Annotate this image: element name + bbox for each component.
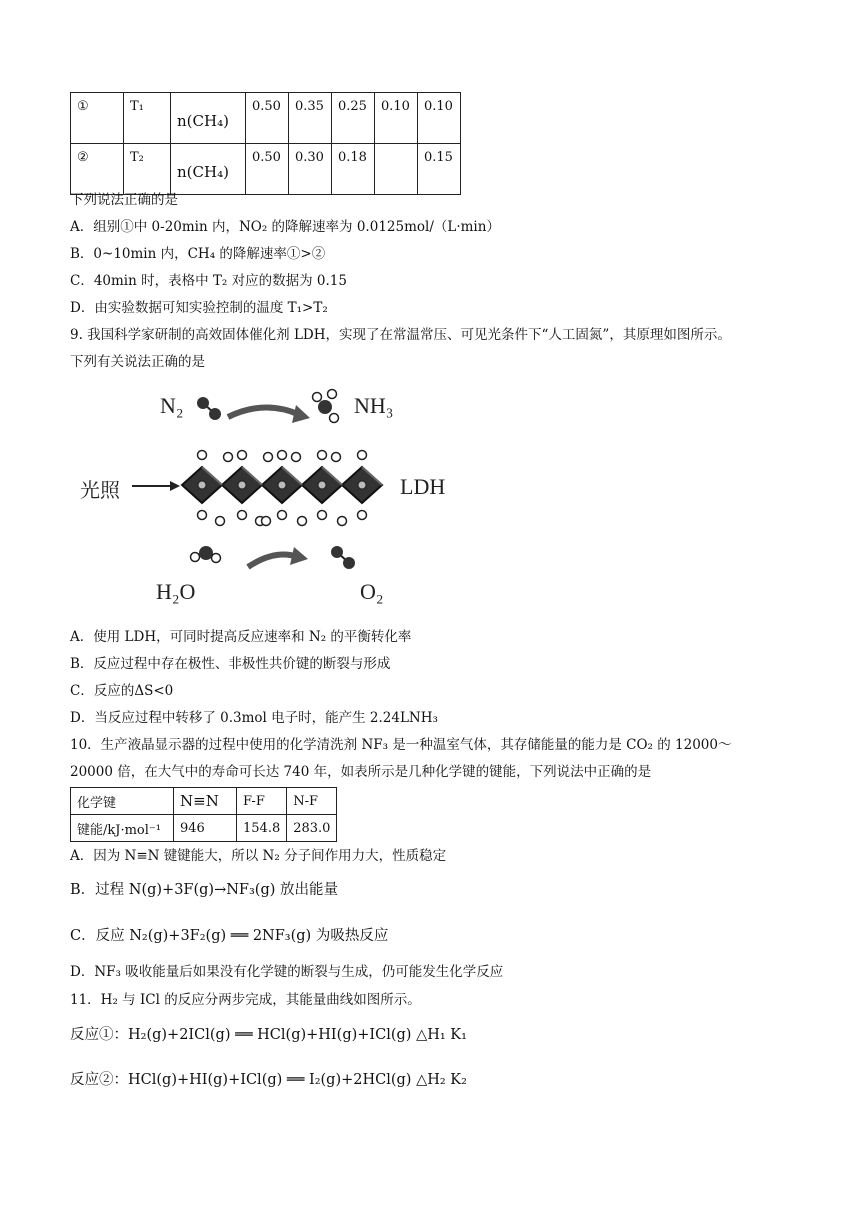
data-cell: 283.0 <box>287 815 337 842</box>
q8-option-a: A．组别①中 0-20min 内，NO₂ 的降解速率为 0.0125mol/（L·min） <box>70 219 500 235</box>
bond-energy-table <box>70 787 337 842</box>
q9-option-d: D．当反应过程中转移了 0.3mol 电子时，能产生 2.24LNH₃ <box>70 710 438 726</box>
curved-arrow-icon <box>248 555 298 567</box>
nh3-molecule-icon <box>313 390 339 423</box>
q11-reaction-2: 反应②：HCl(g)+HI(g)+ICl(g) ══ I₂(g)+2HCl(g) △H₂ K₂ <box>70 1072 467 1088</box>
table-row <box>71 93 461 144</box>
q8-option-b: B．0~10min 内，CH₄ 的降解速率①>② <box>70 246 326 262</box>
q9-option-a: A．使用 LDH，可同时提高反应速率和 N₂ 的平衡转化率 <box>70 629 412 645</box>
q8-option-d: D．由实验数据可知实验控制的温度 T₁>T₂ <box>70 300 328 316</box>
ldh-layer <box>182 451 382 526</box>
curved-arrow-icon <box>228 407 300 417</box>
light-label: 光照 <box>80 478 120 502</box>
header-cell: F-F <box>237 788 287 815</box>
temp-cell: T₁ <box>124 93 171 144</box>
value-cell: 0.35 <box>289 93 332 144</box>
q10-option-b: B．过程 N(g)+3F(g)→NF₃(g) 放出能量 <box>70 882 338 898</box>
ldh-label: LDH <box>400 474 446 499</box>
value-cell: 0.30 <box>289 144 332 195</box>
q8-stem: 下列说法正确的是 <box>70 192 178 208</box>
value-cell: 0.10 <box>418 93 461 144</box>
q9-stem-line2: 下列有关说法正确的是 <box>70 354 205 370</box>
group-cell: ② <box>71 144 124 195</box>
n2-label: N₂ <box>160 393 184 418</box>
nh3-label: NH₃ <box>354 393 394 418</box>
group-cell: ① <box>71 93 124 144</box>
value-cell: 0.10 <box>375 93 418 144</box>
ldh-diagram <box>70 385 490 615</box>
value-cell: 0.25 <box>332 93 375 144</box>
value-cell <box>375 144 418 195</box>
table-row <box>71 144 461 195</box>
data-cell: 154.8 <box>237 815 287 842</box>
o2-molecule-icon <box>331 546 355 569</box>
quantity-cell: n(CH₄) <box>171 93 246 144</box>
table-row <box>71 815 337 842</box>
data-cell: 键能/kJ·mol⁻¹ <box>71 815 174 842</box>
value-cell: 0.15 <box>418 144 461 195</box>
data-table-ch4 <box>70 92 461 195</box>
q11-reaction-1: 反应①：H₂(g)+2ICl(g) ══ HCl(g)+HI(g)+ICl(g) △H₁ K₁ <box>70 1027 467 1043</box>
value-cell: 0.50 <box>246 93 289 144</box>
q10-option-a: A．因为 N≡N 键键能大，所以 N₂ 分子间作用力大，性质稳定 <box>70 848 447 864</box>
value-cell: 0.18 <box>332 144 375 195</box>
h2o-label: H₂O <box>156 579 196 604</box>
ldh-nitrogen-fixation-figure <box>70 385 490 615</box>
temp-cell: T₂ <box>124 144 171 195</box>
q9-option-b: B．反应过程中存在极性、非极性共价键的断裂与形成 <box>70 656 391 672</box>
header-cell: N-F <box>287 788 337 815</box>
q8-option-c: C．40min 时，表格中 T₂ 对应的数据为 0.15 <box>70 273 347 289</box>
q10-option-d: D．NF₃ 吸收能量后如果没有化学键的断裂与生成，仍可能发生化学反应 <box>70 964 504 980</box>
q10-option-c: C．反应 N₂(g)+3F₂(g) ══ 2NF₃(g) 为吸热反应 <box>70 928 389 944</box>
table-header-row <box>71 788 337 815</box>
quantity-cell: n(CH₄) <box>171 144 246 195</box>
n2-molecule-icon <box>197 397 221 420</box>
q9-stem-line1: 9. 我国科学家研制的高效固体催化剂 LDH，实现了在常温常压、可见光条件下“人工固氮”，其原理如图所示。 <box>70 327 731 343</box>
value-cell: 0.50 <box>246 144 289 195</box>
q9-option-c: C．反应的ΔS<0 <box>70 683 174 699</box>
q10-stem-line2: 20000 倍，在大气中的寿命可长达 740 年，如表所示是几种化学键的键能，下列说法中正确的是 <box>70 764 652 780</box>
o2-label: O₂ <box>360 579 384 604</box>
h2o-molecule-icon <box>191 546 221 563</box>
q10-stem-line1: 10．生产液晶显示器的过程中使用的化学清洗剂 NF₃ 是一种温室气体，其存储能量的能力是 CO₂ 的 12000～ <box>70 737 732 753</box>
q11-stem: 11．H₂ 与 ICl 的反应分两步完成，其能量曲线如图所示。 <box>70 992 421 1008</box>
data-cell: 946 <box>174 815 237 842</box>
header-cell: 化学键 <box>71 788 174 815</box>
header-cell: N≡N <box>174 788 237 815</box>
